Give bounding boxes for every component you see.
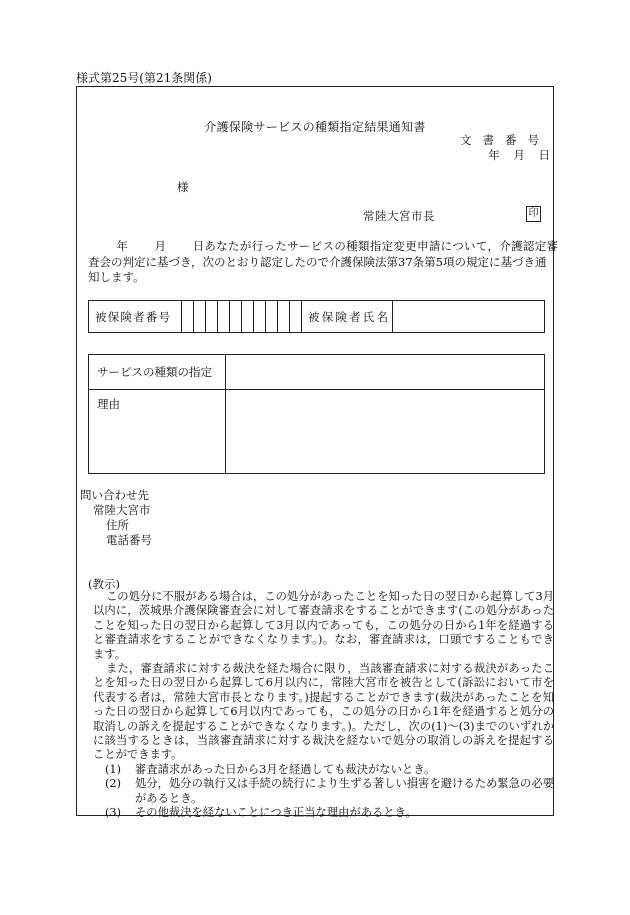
notice-item bbox=[105, 806, 554, 820]
insured-name-label: 被保険者氏名 bbox=[302, 301, 393, 333]
contact-org: 常陸大宮市 bbox=[93, 503, 151, 517]
notice-item-number: (3) bbox=[105, 806, 122, 820]
insured-number-digit-2[interactable] bbox=[194, 301, 206, 333]
notice-item-text: その他裁決を経ないことにつき正当な理由があるとき。 bbox=[135, 806, 417, 820]
reason-field[interactable] bbox=[226, 390, 545, 474]
seal-mark: 印 bbox=[526, 206, 541, 222]
insured-name-field[interactable] bbox=[393, 301, 545, 333]
intro-year: 年 bbox=[116, 239, 129, 253]
insured-number-digit-5[interactable] bbox=[230, 301, 242, 333]
insured-number-digit-6[interactable] bbox=[242, 301, 254, 333]
notice-item bbox=[105, 763, 554, 777]
contact-phone-label: 電話番号 bbox=[106, 533, 152, 547]
insured-table bbox=[88, 300, 545, 333]
notice-paragraph-2: また，審査請求に対する裁決を経た場合に限り，当該審査請求に対する裁決があったことを知った日の翌日から起算して6月以内に，常陸大宮市を被告として(訴訟において市を代表する者は，常陸大宮市長となります。)提起することができます(裁決があったことを知った日の翌日から起算して6月以内であっても，この処分の日から1年を経過すると処分の取消しの訴えを提起することができなくなります。)。ただし，次の(1)～(3)までのいずれかに該当するときは，当該審査請求に対する裁決を経ないで処分の取消しの訴えを提起することができます。 bbox=[93, 662, 554, 762]
notice-body bbox=[93, 590, 554, 821]
intro-line1-text: 日あなたが行ったサービスの種類指定変更申請について，介護認定審 bbox=[192, 239, 559, 253]
service-kind-field[interactable] bbox=[226, 355, 545, 390]
insured-number-digit-9[interactable] bbox=[278, 301, 290, 333]
intro-line-3: 知します。 bbox=[88, 270, 145, 284]
insured-number-digit-8[interactable] bbox=[266, 301, 278, 333]
contact-address-label: 住所 bbox=[106, 518, 129, 532]
insured-number-digit-10[interactable] bbox=[290, 301, 302, 333]
form-label: 様式第25号(第21条関係) bbox=[76, 71, 212, 85]
document-title: 介護保険サービスの種類指定結果通知書 bbox=[204, 120, 426, 134]
intro-month: 月 bbox=[154, 239, 167, 253]
notice-paragraph-1: この処分に不服がある場合は，この処分があったことを知った日の翌日から起算して3月以内に，茨城県介護保険審査会に対して審査請求をすることができます(この処分があったことを知った日の翌日から起算して3月以内であっても，この処分の日から1年を経過すると審査請求をすることができなくなります。)。なお，審査請求は，口頭ですることもできます。 bbox=[93, 590, 554, 661]
intro-paragraph bbox=[88, 239, 558, 286]
service-kind-label: サービスの種類の指定 bbox=[89, 355, 226, 390]
contact-heading: 問い合わせ先 bbox=[80, 488, 149, 502]
intro-line-2: 査会の判定に基づき，次のとおり認定したので介護保険法第37条第5項の規定に基づき通 bbox=[88, 254, 547, 269]
notice-item-number: (2) bbox=[105, 777, 122, 791]
notice-item-text: 処分，処分の執行又は手続の続行により生ずる著しい損害を避けるため緊急の必要があるとき。 bbox=[135, 777, 554, 805]
document-number-label: 文書番号 bbox=[460, 133, 550, 147]
notice-item-number: (1) bbox=[105, 762, 122, 776]
notice-item-text: 審査請求があった日から3月を経過しても裁決がないとき。 bbox=[135, 762, 436, 776]
reason-label: 理由 bbox=[89, 390, 226, 474]
insured-number-digit-7[interactable] bbox=[254, 301, 266, 333]
intro-line-1 bbox=[88, 239, 558, 255]
issuer-name: 常陸大宮市長 bbox=[363, 209, 435, 223]
insured-number-digit-4[interactable] bbox=[218, 301, 230, 333]
insured-number-digit-1[interactable] bbox=[182, 301, 194, 333]
insured-number-label: 被保険者番号 bbox=[89, 301, 182, 333]
service-table bbox=[88, 354, 545, 474]
insured-number-digit-3[interactable] bbox=[206, 301, 218, 333]
notice-item bbox=[105, 777, 554, 806]
notice-heading: (教示) bbox=[88, 577, 120, 591]
document-date-label: 年 月 日 bbox=[488, 148, 550, 162]
recipient-suffix: 様 bbox=[177, 180, 189, 194]
